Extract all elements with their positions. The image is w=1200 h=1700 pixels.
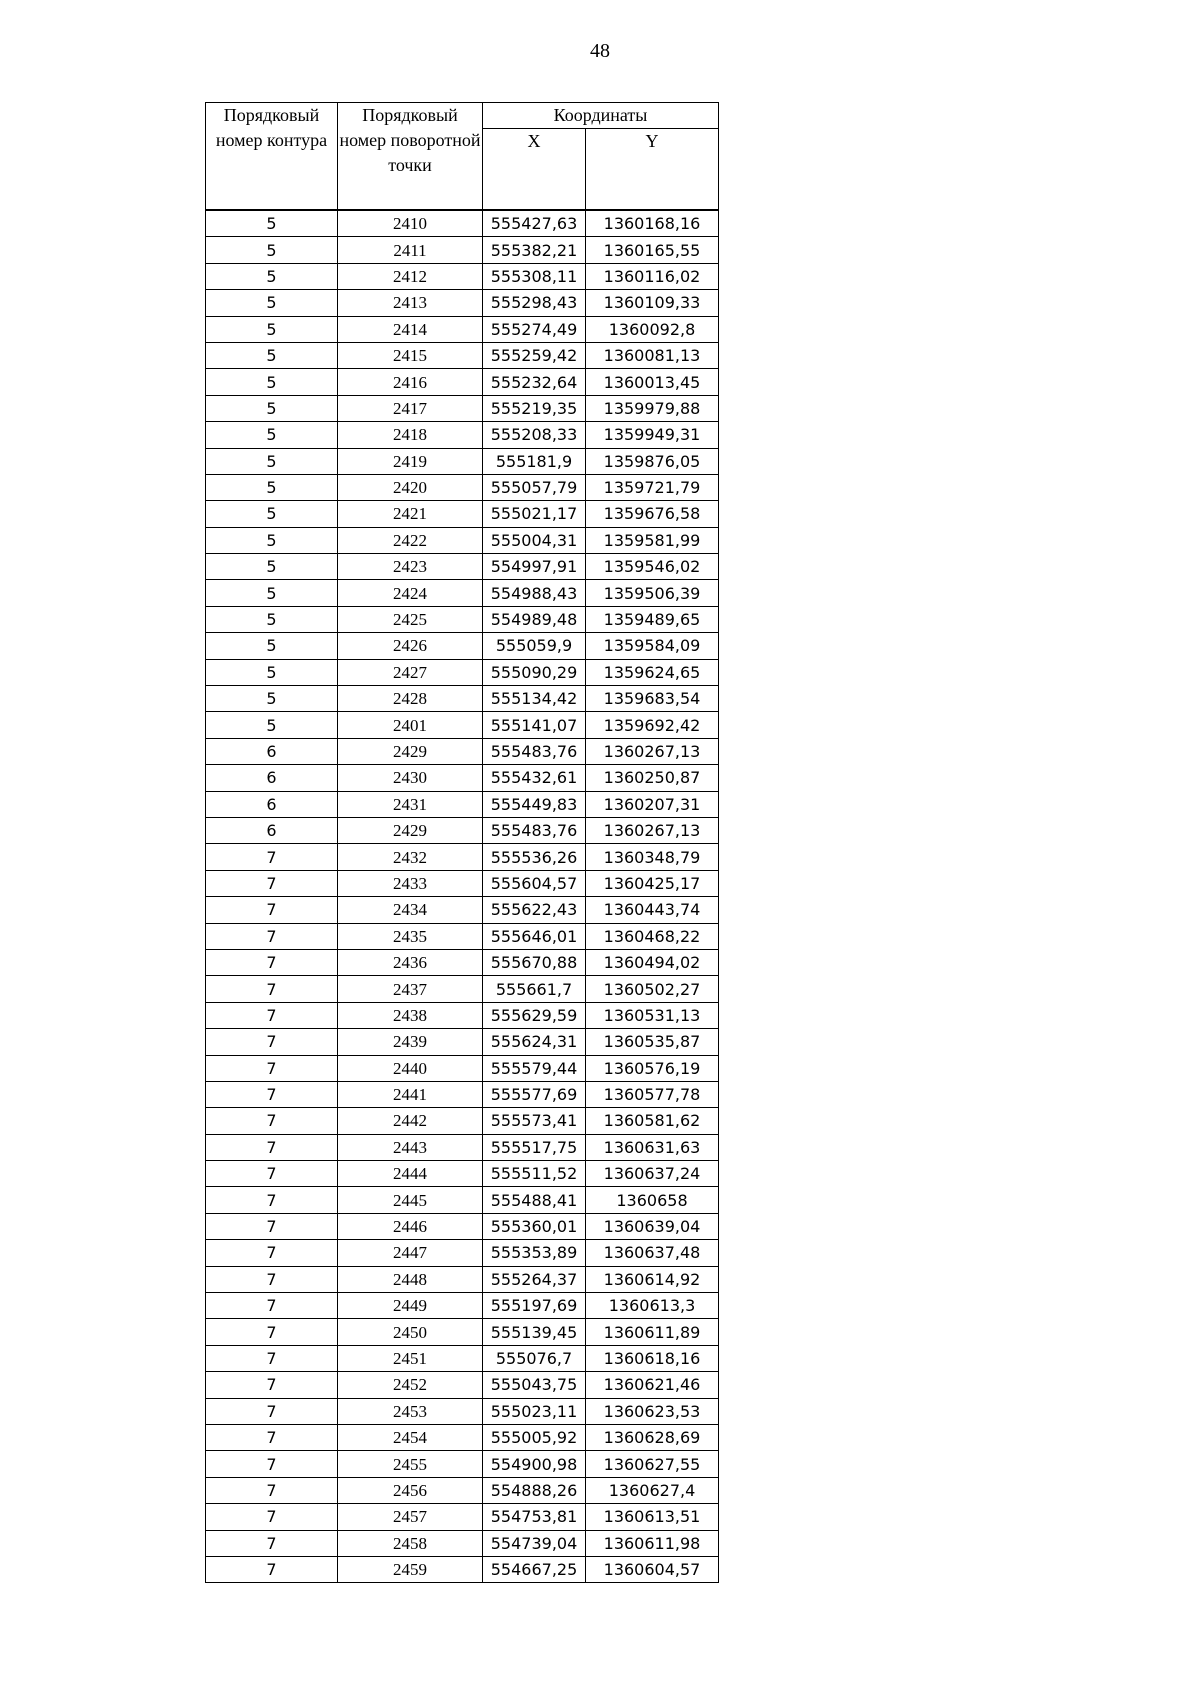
page-number: 48 [590,40,610,62]
cell-y: 1360502,27 [586,976,719,1002]
cell-x: 555353,89 [483,1240,586,1266]
coordinates-table [205,102,719,1583]
cell-x: 555661,7 [483,976,586,1002]
cell-contour: 6 [206,738,338,764]
cell-point: 2428 [338,686,483,712]
table-row [206,1213,719,1239]
table-row [206,474,719,500]
table-row [206,1451,719,1477]
cell-contour: 7 [206,1424,338,1450]
cell-point: 2439 [338,1029,483,1055]
cell-y: 1360425,17 [586,870,719,896]
cell-contour: 5 [206,712,338,738]
cell-contour: 5 [206,369,338,395]
header-coordinates: Координаты [483,103,719,129]
cell-point: 2453 [338,1398,483,1424]
cell-point: 2421 [338,501,483,527]
cell-x: 555573,41 [483,1108,586,1134]
cell-contour: 7 [206,1240,338,1266]
cell-x: 554888,26 [483,1477,586,1503]
cell-contour: 7 [206,949,338,975]
cell-point: 2431 [338,791,483,817]
cell-point: 2413 [338,290,483,316]
cell-y: 1359692,42 [586,712,719,738]
cell-x: 555274,49 [483,316,586,342]
table-row [206,1424,719,1450]
table-row [206,606,719,632]
cell-contour: 5 [206,342,338,368]
cell-y: 1360628,69 [586,1424,719,1450]
cell-contour: 5 [206,210,338,237]
cell-contour: 5 [206,316,338,342]
cell-contour: 7 [206,923,338,949]
cell-x: 555511,52 [483,1161,586,1187]
cell-y: 1360614,92 [586,1266,719,1292]
cell-point: 2422 [338,527,483,553]
cell-x: 555141,07 [483,712,586,738]
cell-x: 555604,57 [483,870,586,896]
cell-y: 1360531,13 [586,1002,719,1028]
cell-x: 555181,9 [483,448,586,474]
cell-point: 2423 [338,554,483,580]
cell-y: 1360168,16 [586,210,719,237]
cell-x: 555023,11 [483,1398,586,1424]
cell-contour: 5 [206,659,338,685]
cell-x: 555622,43 [483,897,586,923]
cell-contour: 7 [206,1451,338,1477]
cell-contour: 7 [206,1081,338,1107]
cell-y: 1360613,51 [586,1504,719,1530]
cell-point: 2458 [338,1530,483,1556]
table-row [206,1108,719,1134]
table-row [206,686,719,712]
cell-point: 2410 [338,210,483,237]
cell-contour: 6 [206,765,338,791]
table-row [206,1161,719,1187]
table-row [206,1293,719,1319]
cell-x: 555139,45 [483,1319,586,1345]
cell-x: 555259,42 [483,342,586,368]
table-row [206,580,719,606]
table-row [206,1002,719,1028]
cell-contour: 7 [206,1055,338,1081]
cell-x: 554988,43 [483,580,586,606]
cell-x: 555449,83 [483,791,586,817]
cell-point: 2451 [338,1345,483,1371]
cell-contour: 7 [206,1293,338,1319]
table-row [206,897,719,923]
table-row [206,501,719,527]
cell-y: 1360613,3 [586,1293,719,1319]
table-row [206,1504,719,1530]
cell-contour: 5 [206,686,338,712]
cell-y: 1360013,45 [586,369,719,395]
table-row [206,870,719,896]
cell-point: 2448 [338,1266,483,1292]
cell-y: 1360109,33 [586,290,719,316]
cell-y: 1359489,65 [586,606,719,632]
cell-point: 2416 [338,369,483,395]
cell-y: 1360658 [586,1187,719,1213]
cell-contour: 7 [206,1372,338,1398]
table-row [206,765,719,791]
table-row [206,1266,719,1292]
cell-y: 1359949,31 [586,422,719,448]
cell-point: 2444 [338,1161,483,1187]
cell-x: 555646,01 [483,923,586,949]
cell-point: 2450 [338,1319,483,1345]
cell-y: 1359676,58 [586,501,719,527]
cell-x: 555577,69 [483,1081,586,1107]
cell-contour: 7 [206,1266,338,1292]
table-row [206,448,719,474]
cell-x: 555629,59 [483,1002,586,1028]
cell-point: 2455 [338,1451,483,1477]
table-row [206,316,719,342]
cell-contour: 7 [206,1477,338,1503]
cell-contour: 7 [206,1530,338,1556]
table-row [206,1345,719,1371]
cell-point: 2419 [338,448,483,474]
cell-y: 1360267,13 [586,738,719,764]
cell-contour: 6 [206,791,338,817]
cell-x: 555360,01 [483,1213,586,1239]
cell-point: 2425 [338,606,483,632]
cell-y: 1360165,55 [586,237,719,263]
cell-point: 2456 [338,1477,483,1503]
cell-y: 1360116,02 [586,263,719,289]
cell-x: 555624,31 [483,1029,586,1055]
cell-x: 554997,91 [483,554,586,580]
table-row [206,1081,719,1107]
header-y: Y [586,129,719,211]
cell-x: 555076,7 [483,1345,586,1371]
cell-x: 555219,35 [483,395,586,421]
table-row [206,1398,719,1424]
table-row [206,949,719,975]
cell-contour: 5 [206,263,338,289]
cell-y: 1360535,87 [586,1029,719,1055]
cell-y: 1359683,54 [586,686,719,712]
cell-contour: 5 [206,237,338,263]
table-row [206,976,719,1002]
cell-point: 2401 [338,712,483,738]
table-body [206,210,719,1583]
cell-x: 554900,98 [483,1451,586,1477]
cell-contour: 7 [206,1504,338,1530]
cell-contour: 5 [206,633,338,659]
cell-point: 2442 [338,1108,483,1134]
cell-point: 2412 [338,263,483,289]
cell-contour: 5 [206,290,338,316]
cell-x: 555432,61 [483,765,586,791]
table-row [206,1134,719,1160]
cell-contour: 7 [206,1108,338,1134]
cell-contour: 6 [206,817,338,843]
cell-y: 1360092,8 [586,316,719,342]
cell-contour: 7 [206,976,338,1002]
cell-x: 555134,42 [483,686,586,712]
cell-y: 1360611,98 [586,1530,719,1556]
cell-y: 1360604,57 [586,1556,719,1582]
table-row [206,923,719,949]
table-row [206,1187,719,1213]
cell-y: 1360637,24 [586,1161,719,1187]
cell-y: 1360468,22 [586,923,719,949]
cell-contour: 5 [206,395,338,421]
cell-y: 1359979,88 [586,395,719,421]
table-row [206,633,719,659]
cell-x: 554989,48 [483,606,586,632]
cell-x: 555579,44 [483,1055,586,1081]
cell-point: 2459 [338,1556,483,1582]
cell-contour: 7 [206,1134,338,1160]
cell-point: 2437 [338,976,483,1002]
cell-y: 1359624,65 [586,659,719,685]
cell-x: 555308,11 [483,263,586,289]
table-row [206,290,719,316]
cell-point: 2446 [338,1213,483,1239]
table-row [206,791,719,817]
cell-contour: 5 [206,527,338,553]
cell-point: 2438 [338,1002,483,1028]
cell-point: 2415 [338,342,483,368]
cell-point: 2435 [338,923,483,949]
cell-y: 1359721,79 [586,474,719,500]
cell-point: 2426 [338,633,483,659]
cell-contour: 7 [206,1398,338,1424]
table-row [206,342,719,368]
table-row [206,712,719,738]
cell-x: 555517,75 [483,1134,586,1160]
table-row [206,395,719,421]
cell-contour: 7 [206,1319,338,1345]
table-row [206,817,719,843]
cell-point: 2452 [338,1372,483,1398]
cell-y: 1360621,46 [586,1372,719,1398]
table-row [206,1556,719,1582]
cell-contour: 7 [206,1161,338,1187]
cell-point: 2414 [338,316,483,342]
cell-y: 1360618,16 [586,1345,719,1371]
cell-y: 1360627,55 [586,1451,719,1477]
cell-contour: 5 [206,448,338,474]
cell-x: 555670,88 [483,949,586,975]
cell-contour: 5 [206,606,338,632]
cell-contour: 7 [206,1556,338,1582]
table-row [206,369,719,395]
table-row [206,554,719,580]
table-row [206,659,719,685]
cell-x: 555090,29 [483,659,586,685]
table-row [206,527,719,553]
table-row [206,1530,719,1556]
table-row [206,844,719,870]
cell-contour: 7 [206,897,338,923]
table-row [206,1372,719,1398]
cell-y: 1359581,99 [586,527,719,553]
cell-y: 1360494,02 [586,949,719,975]
cell-y: 1359546,02 [586,554,719,580]
cell-x: 555005,92 [483,1424,586,1450]
cell-x: 555057,79 [483,474,586,500]
cell-x: 555232,64 [483,369,586,395]
cell-y: 1359584,09 [586,633,719,659]
cell-y: 1360576,19 [586,1055,719,1081]
cell-y: 1360250,87 [586,765,719,791]
cell-y: 1360207,31 [586,791,719,817]
cell-y: 1360637,48 [586,1240,719,1266]
cell-point: 2433 [338,870,483,896]
cell-contour: 5 [206,501,338,527]
cell-point: 2434 [338,897,483,923]
cell-point: 2429 [338,817,483,843]
cell-x: 555382,21 [483,237,586,263]
cell-x: 554739,04 [483,1530,586,1556]
cell-y: 1360611,89 [586,1319,719,1345]
cell-y: 1360267,13 [586,817,719,843]
cell-contour: 7 [206,1187,338,1213]
cell-x: 555488,41 [483,1187,586,1213]
cell-point: 2454 [338,1424,483,1450]
cell-point: 2457 [338,1504,483,1530]
cell-contour: 5 [206,422,338,448]
cell-y: 1360623,53 [586,1398,719,1424]
cell-y: 1360081,13 [586,342,719,368]
cell-x: 555483,76 [483,817,586,843]
cell-point: 2447 [338,1240,483,1266]
cell-point: 2443 [338,1134,483,1160]
cell-contour: 5 [206,474,338,500]
cell-point: 2424 [338,580,483,606]
cell-point: 2427 [338,659,483,685]
cell-x: 554753,81 [483,1504,586,1530]
table-row [206,422,719,448]
cell-contour: 5 [206,554,338,580]
cell-y: 1360631,63 [586,1134,719,1160]
cell-point: 2440 [338,1055,483,1081]
cell-x: 555021,17 [483,501,586,527]
cell-point: 2449 [338,1293,483,1319]
cell-point: 2441 [338,1081,483,1107]
cell-point: 2445 [338,1187,483,1213]
cell-contour: 7 [206,1213,338,1239]
cell-point: 2429 [338,738,483,764]
cell-contour: 7 [206,844,338,870]
cell-contour: 7 [206,1345,338,1371]
cell-x: 555536,26 [483,844,586,870]
cell-y: 1360627,4 [586,1477,719,1503]
table-row [206,263,719,289]
cell-x: 555427,63 [483,210,586,237]
cell-point: 2418 [338,422,483,448]
header-x: X [483,129,586,211]
table-row [206,237,719,263]
header-point-number: Порядковый номер поворотной точки [338,103,483,211]
table-row [206,1055,719,1081]
table-row [206,738,719,764]
cell-point: 2436 [338,949,483,975]
cell-contour: 7 [206,1029,338,1055]
cell-x: 555043,75 [483,1372,586,1398]
cell-y: 1360639,04 [586,1213,719,1239]
cell-y: 1359506,39 [586,580,719,606]
table-row [206,1029,719,1055]
cell-point: 2430 [338,765,483,791]
cell-x: 555483,76 [483,738,586,764]
cell-y: 1360443,74 [586,897,719,923]
cell-x: 555004,31 [483,527,586,553]
table-row [206,1319,719,1345]
cell-x: 555208,33 [483,422,586,448]
cell-x: 555264,37 [483,1266,586,1292]
cell-point: 2411 [338,237,483,263]
cell-x: 554667,25 [483,1556,586,1582]
table-row [206,1240,719,1266]
cell-y: 1359876,05 [586,448,719,474]
cell-contour: 7 [206,1002,338,1028]
cell-point: 2417 [338,395,483,421]
cell-x: 555298,43 [483,290,586,316]
cell-x: 555059,9 [483,633,586,659]
cell-point: 2432 [338,844,483,870]
cell-point: 2420 [338,474,483,500]
cell-y: 1360348,79 [586,844,719,870]
table-row [206,1477,719,1503]
cell-y: 1360577,78 [586,1081,719,1107]
cell-contour: 7 [206,870,338,896]
cell-y: 1360581,62 [586,1108,719,1134]
table-row [206,210,719,237]
header-contour-number: Порядковый номер контура [206,103,338,211]
cell-contour: 5 [206,580,338,606]
cell-x: 555197,69 [483,1293,586,1319]
